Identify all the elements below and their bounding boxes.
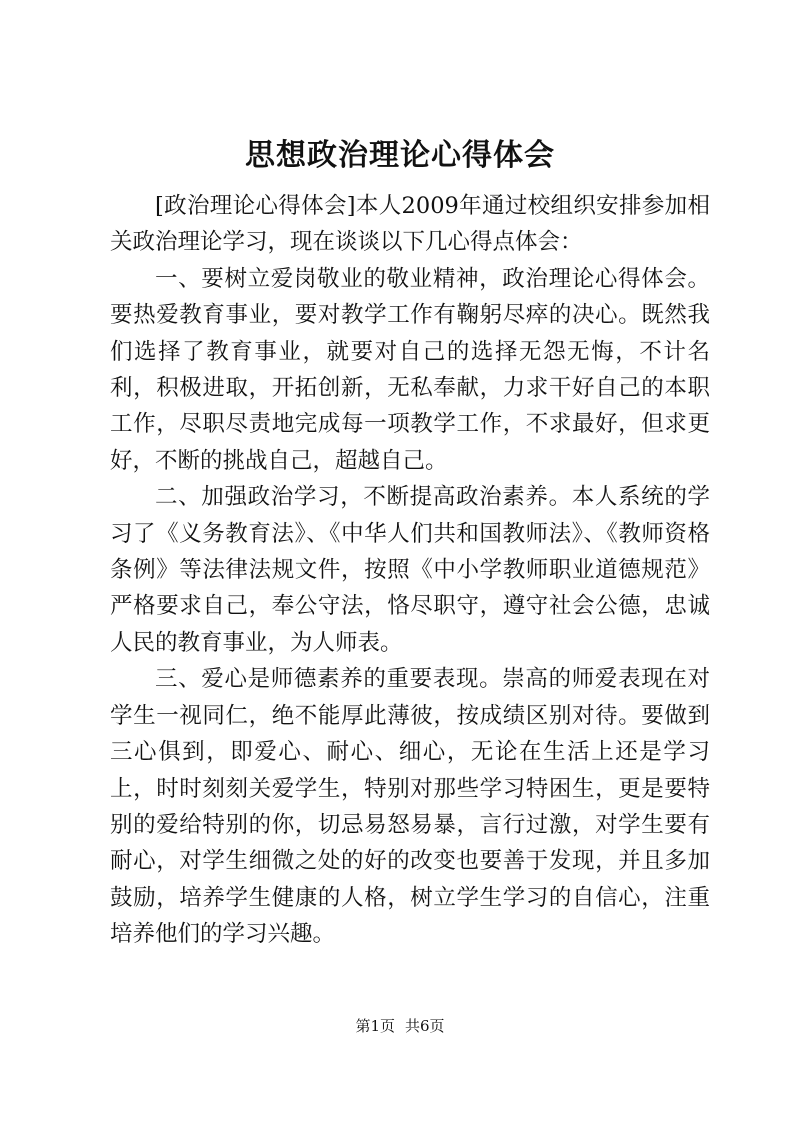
paragraph-intro: [政治理论心得体会]本人2009年通过校组织安排参加相关政治理论学习，现在谈谈以下几心得点体会： xyxy=(110,193,710,256)
paragraph-point-three: 三、爱心是师德素养的重要表现。崇高的师爱表现在对学生一视同仁，绝不能厚此薄彼，按成绩区别对待。要做到三心俱到，即爱心、耐心、细心，无论在生活上还是学习上，时时刻刻关爱学生，特别对那些学习特困生，更是要特别的爱给特别的你，切忌易怒易暴，言行过激，对学生要有耐心，对学生细微之处的好的改变也要善于发现，并且多加鼓励，培养学生健康的人格，树立学生学习的自信心，注重培养他们的学习兴趣。 xyxy=(110,666,710,948)
document-body xyxy=(110,188,710,953)
document-title: 思想政治理论心得体会 xyxy=(245,138,555,173)
paragraph-point-two: 二、加强政治学习，不断提高政治素养。本人系统的学习了《义务教育法》、《中华人们共和国教师法》、《教师资格条例》等法律法规文件，按照《中小学教师职业道德规范》严格要求自己，奉公守法，恪尽职守，遵守社会公德，忠诚人民的教育事业，为人师表。 xyxy=(110,484,710,656)
page-number: 第1页 xyxy=(355,1017,395,1035)
paragraph-point-one: 一、要树立爱岗敬业的敬业精神，政治理论心得体会。要热爱教育事业，要对教学工作有鞠躬尽瘁的决心。既然我们选择了教育事业，就要对自己的选择无怨无悔，不计名利，积极进取，开拓创新，无私奉献，力求干好自己的本职工作，尽职尽责地完成每一项教学工作，不求最好，但求更好，不断的挑战自己，超越自己。 xyxy=(110,265,710,474)
page-total: 共6页 xyxy=(405,1017,445,1035)
page-footer xyxy=(0,1016,800,1036)
